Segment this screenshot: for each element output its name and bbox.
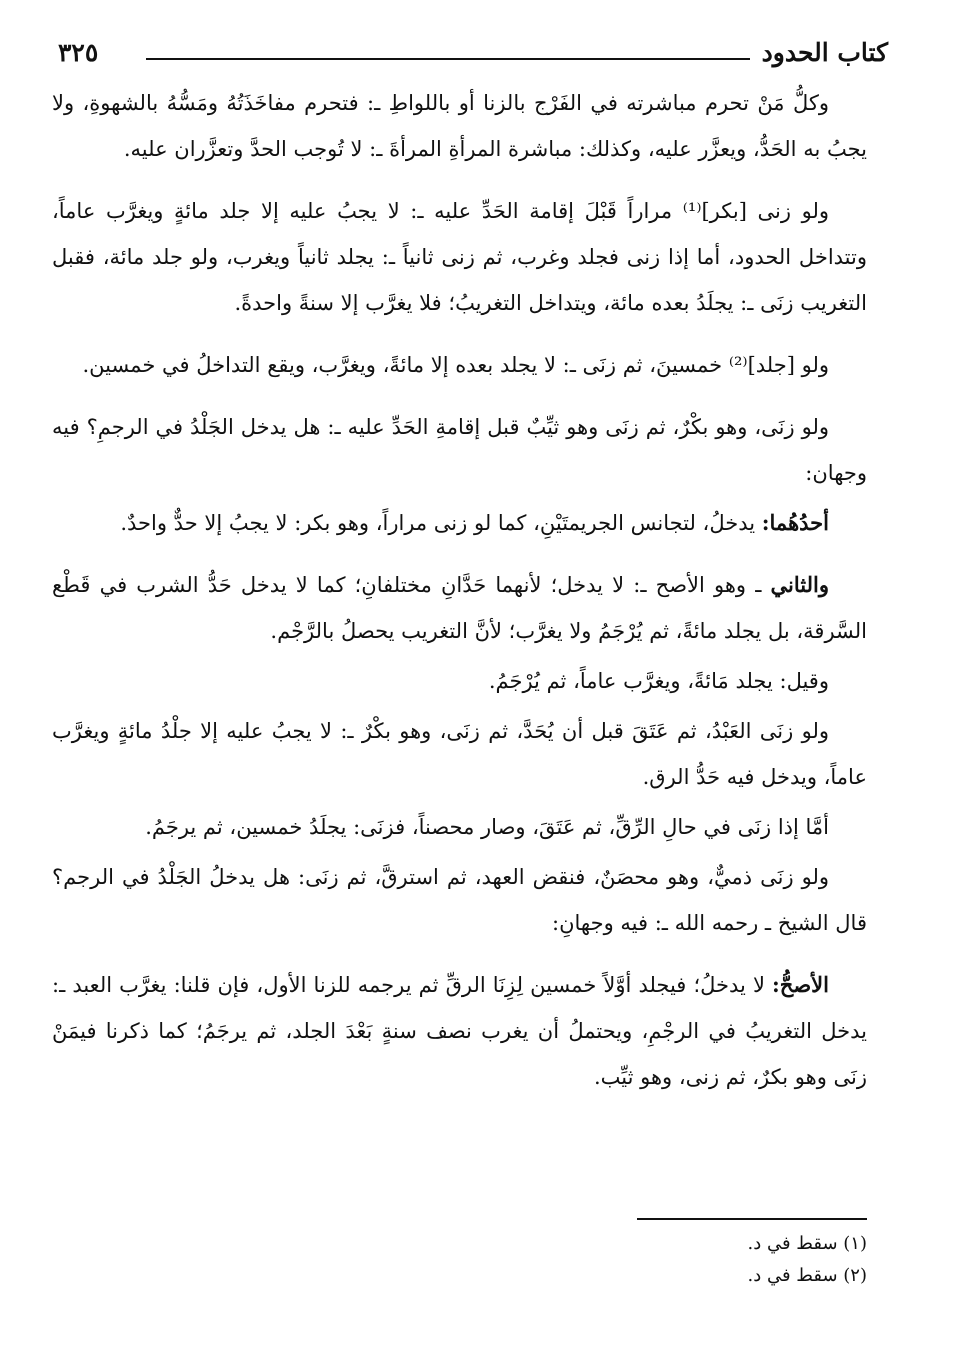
footnote-rule [637, 1218, 867, 1220]
paragraph: ولو زنَى العَبْدُ، ثم عَتَقَ قبل أن يُحَدَّ، ثم زنَى، وهو بكْرٌ ـ: لا يجبُ عليه إلا جلْدُ مائةٍ ويغرَّب عاماً، ويدخل فيه حَدُّ الرق. [52, 719, 867, 789]
paragraph: وقيل: يجلد مَائةً، ويغرَّب عاماً، ثم يُرْجَمُ. [488, 669, 829, 693]
chapter-title: كتاب الحدود [761, 38, 888, 67]
paragraph: والثاني ـ وهو الأصح ـ: لا يدخل؛ لأنهما حَدَّانِ مختلفانِ؛ كما لا يدخل حَدُّ الشرب في قَطْع السَّرقة، بل يجلد مائةً، ثم يُرْجَمُ ولا يغرَّب؛ لأنَّ التغريب يحصلُ بالرَّجْم. [52, 572, 867, 643]
paragraph: أمَّا إذا زنَى في حالِ الرِّقِّ، ثم عَتَقَ، وصار محصناً، فزنَى: يجلَدُ خمسين، ثم يرجَمُ. [145, 815, 829, 839]
footnote: (٢) سقط في د. [747, 1265, 867, 1286]
paragraph: ولو [جلد]⁽²⁾ خمسينَ، ثم زنَى ـ: لا يجلد بعده إلا مائةً، ويغرَّب، ويقع التداخلُ في خمسين. [82, 353, 829, 377]
paragraph: أحدُهُما: يدخلُ، لتجانس الجريمتَيْنِ، كما لو زنى مراراً، وهو بكر: لا يجبُ إلا حدٌّ واحدٌ. [120, 510, 829, 535]
footnote: (١) سقط في د. [747, 1233, 867, 1254]
page-number: ٣٢٥ [58, 38, 99, 67]
paragraph: الأصحُّ: لا يدخلُ؛ فيجلد أوَّلاً خمسين لِزِنَا الرقِّ ثم يرجمه للزنا الأول، فإن قلنا: يغرَّب العبد ـ: يدخل التغريبُ في الرجْمِ، ويحتملُ أن يغرب نصف سنةٍ بَعْدَ الجلد، ثم يرجَمُ؛ كما ذكرنا فيمَنْ زنَى وهو بكرٌ، ثم زنى، وهو ثيِّب. [52, 972, 867, 1089]
footnotes [537, 1218, 867, 1292]
paragraph: ولو زنَى، وهو بكْرٌ، ثم زنَى وهو ثيِّبٌ قبل إقامةِ الحَدِّ عليه ـ: هل يدخل الجَلْدُ في الرجمِ؟ فيه وجهان: [52, 415, 867, 485]
paragraph: وكلُّ مَنْ تحرم مباشرته في الفَرْج بالزنا أو باللواطِ ـ: فتحرم مفاخَذَتُهُ ومَسُّهُ بالشهوةِ، ولا يجبُ به الحَدُّ، ويعزَّر عليه، وكذلك: مباشرة المرأةِ المرأةَ ـ: لا تُوجب الحدَّ وتعزَّران عليه. [52, 91, 867, 161]
paragraph: ولو زنى [بكر]⁽¹⁾ مراراً قَبْلَ إقامة الحَدِّ عليه ـ: لا يجبُ عليه إلا جلد مائةٍ ويغرَّب عاماً، وتتداخل الحدود، أما إذا زنى فجلد وغرب، ثم زنى ثانياً ـ: يجلد ثانياً ويغرب، ولو جلد مائة، فقبل التغريب زنَى ـ: يجلَدُ بعده مائة، ويتداخل التغريبُ؛ فلا يغرَّب إلا سنةً واحدةً. [52, 199, 867, 315]
page-header [58, 36, 888, 76]
paragraph: ولو زنَى ذميٌّ، وهو محصَنٌ، فنقض العهد، ثم استرقَّ، ثم زنَى: هل يدخلُ الجَلْدُ في الرجم؟ قال الشيخ ـ رحمه الله ـ: فيه وجهانِ: [52, 865, 867, 935]
main-text [52, 80, 867, 1116]
header-rule [146, 58, 750, 60]
